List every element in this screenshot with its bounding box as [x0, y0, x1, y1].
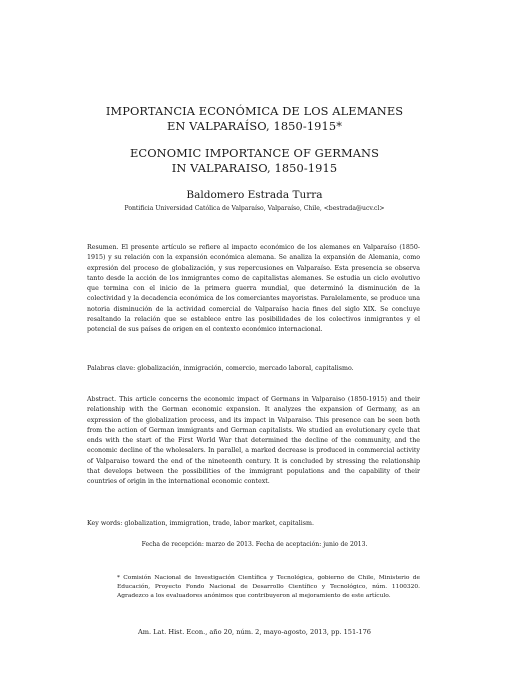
- key-words: [87, 519, 420, 529]
- title-english: [60, 146, 449, 176]
- title-spanish: [60, 104, 449, 134]
- resumen-text: El presente artículo se refiere al impacto económico de los alemanes en Valparaíso (1850-1915) y su relación con la expansión económica alemana. Se analiza la expansión de Alemania, como expresión del proceso de globalización, y sus repercusiones en Valparaíso. Esta presencia se observa tanto desde la acción de los inmigrantes como de capitalistas alemanes. Se estudia un ciclo evolutivo que termina con el inicio de la primera guerra mundial, que determinó la disminución de la colectividad y la decadencia económica de los comerciantes mayoristas. Paralelamente, se produce una notoria disminución de la actividad comercial de Valparaíso hacia fines del siglo XIX. Se concluye resaltando la relación que se establece entre las posibilidades de los colectivos inmigrantes y el potencial de sus países de origen en el contexto económico internacional.: [87, 244, 420, 333]
- palabras-clave: [87, 364, 420, 374]
- title-english-line-2: IN VALPARAISO, 1850-1915: [171, 161, 338, 175]
- palabras-clave-text: globalización, inmigración, comercio, mercado laboral, capitalismo.: [137, 365, 354, 372]
- resumen-paragraph: [87, 243, 420, 355]
- key-words-text: globalization, immigration, trade, labor market, capitalism.: [124, 520, 315, 527]
- reception-acceptance-dates: Fecha de recepción: marzo de 2013. Fecha de aceptación: junio de 2013.: [141, 541, 368, 548]
- palabras-clave-label: Palabras clave:: [87, 365, 136, 372]
- author-affiliation: Pontificia Universidad Católica de Valparaíso, Valparaíso, Chile, <bestrada@ucv.cl>: [124, 205, 385, 212]
- journal-citation: Am. Lat. Hist. Econ., año 20, núm. 2, mayo-agosto, 2013, pp. 151-176: [137, 628, 372, 636]
- title-spanish-line-2: EN VALPARAÍSO, 1850-1915*: [166, 119, 343, 133]
- author-name: Baldomero Estrada Turra: [186, 189, 323, 201]
- title-english-line-1: ECONOMIC IMPORTANCE OF GERMANS: [129, 146, 380, 160]
- title-spanish-line-1: IMPORTANCIA ECONÓMICA DE LOS ALEMANES: [105, 104, 404, 118]
- resumen-label: Resumen.: [87, 244, 119, 251]
- abstract-paragraph: [87, 395, 420, 517]
- abstract-text: This article concerns the economic impact of Germans in Valparaiso (1850-1915) and their relationship with the German economic expansion. It analyzes the expansion of Germany, as an expression of the globalization process, and its impact in Valparaiso. This presence can be seen both from the action of German immigrants and German capitalists. We studied an evolutionary cycle that ends with the start of the First World War that determined the decline of the community, and the economic decline of the wholesalers. In parallel, a marked decrease is produced in commercial activity of Valparaiso toward the end of the nineteenth century. It is concluded by stressing the relationship that develops between the possibilities of the immigrant populations and the capability of their countries of origin in the international economic context.: [87, 396, 420, 485]
- funding-footnote: * Comisión Nacional de Investigación Científica y Tecnológica, gobierno de Chile, Ministerio de Educación, Proyecto Fondo Nacional de Desarrollo Científico y Tecnológico, núm. 1100320. Agradezco a los evaluadores anónimos que contribuyeron al mejoramiento de este artículo.: [117, 575, 420, 600]
- abstract-label: Abstract.: [87, 396, 117, 403]
- key-words-label: Key words:: [87, 520, 123, 527]
